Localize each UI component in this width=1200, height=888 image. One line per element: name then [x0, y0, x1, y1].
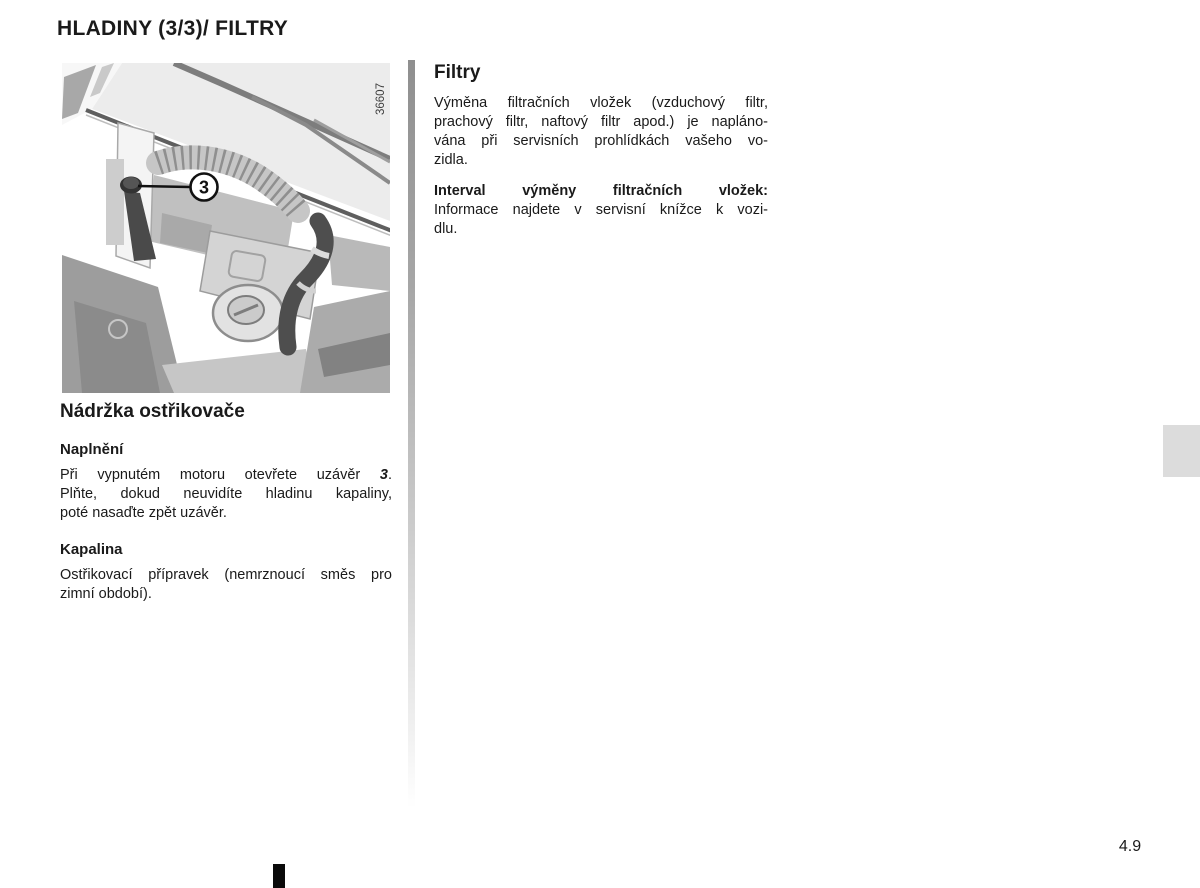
text-line: Informace najdete v servisní knížce k vozi- — [434, 202, 768, 218]
filters-paragraph-2 — [434, 182, 768, 239]
callout-3-label: 3 — [198, 177, 210, 198]
page-number: 4.9 — [1118, 838, 1142, 855]
figure-ref-number: 36607 — [375, 83, 387, 115]
filters-section — [434, 61, 768, 239]
callout-line — [138, 186, 190, 187]
section-tab-marker — [1163, 425, 1200, 477]
liquid-paragraph — [60, 566, 392, 604]
text-line: zidla. — [434, 152, 468, 168]
liquid-subheading: Kapalina — [60, 541, 123, 558]
text-line: Ostřikovací přípravek (nemrznoucí směs pro — [60, 567, 392, 583]
reservoir-body — [106, 159, 124, 245]
fill-line1-period: . — [387, 467, 392, 483]
fill-line1-text: Při vypnutém motoru otevřete uzávěr — [60, 467, 361, 483]
fill-lines-rest — [60, 485, 392, 523]
filters-heading: Filtry — [434, 62, 481, 83]
filter-interval-rest — [434, 201, 768, 239]
filters-paragraph-1 — [434, 94, 768, 170]
filter-interval-lead: Interval výměny filtračních vložek: — [434, 183, 768, 199]
washer-section-heading: Nádržka ostřikovače — [60, 401, 245, 422]
text-line: vána při servisních prohlídkách vašeho vo- — [434, 133, 768, 149]
right-mid-block — [328, 235, 390, 291]
page-title: HLADINY (3/3)/ FILTRY — [57, 17, 289, 40]
callout-reference-3: 3 — [379, 467, 388, 483]
washer-cap-top — [123, 177, 139, 189]
fill-subheading: Naplnění — [60, 441, 124, 458]
text-line: Výměna filtračních vložek (vzduchový filtr, — [434, 95, 768, 111]
engine-bay-figure — [62, 63, 390, 393]
text-line: poté nasaďte zpět uzávěr. — [60, 505, 227, 521]
bottom-registration-mark — [273, 864, 285, 888]
text-line: prachový filtr, naftový filtr apod.) je napláno- — [434, 114, 768, 130]
text-line: Plňte, dokud neuvidíte hladinu kapaliny, — [60, 486, 392, 502]
engine-bay-illustration — [62, 63, 390, 393]
washer-reservoir-section — [60, 400, 392, 604]
lower-crossmember — [162, 349, 314, 393]
text-line: dlu. — [434, 221, 458, 237]
fill-paragraph — [60, 466, 392, 523]
fill-line-1 — [60, 466, 392, 485]
text-line: zimní období). — [60, 586, 152, 602]
column-divider — [408, 60, 415, 808]
